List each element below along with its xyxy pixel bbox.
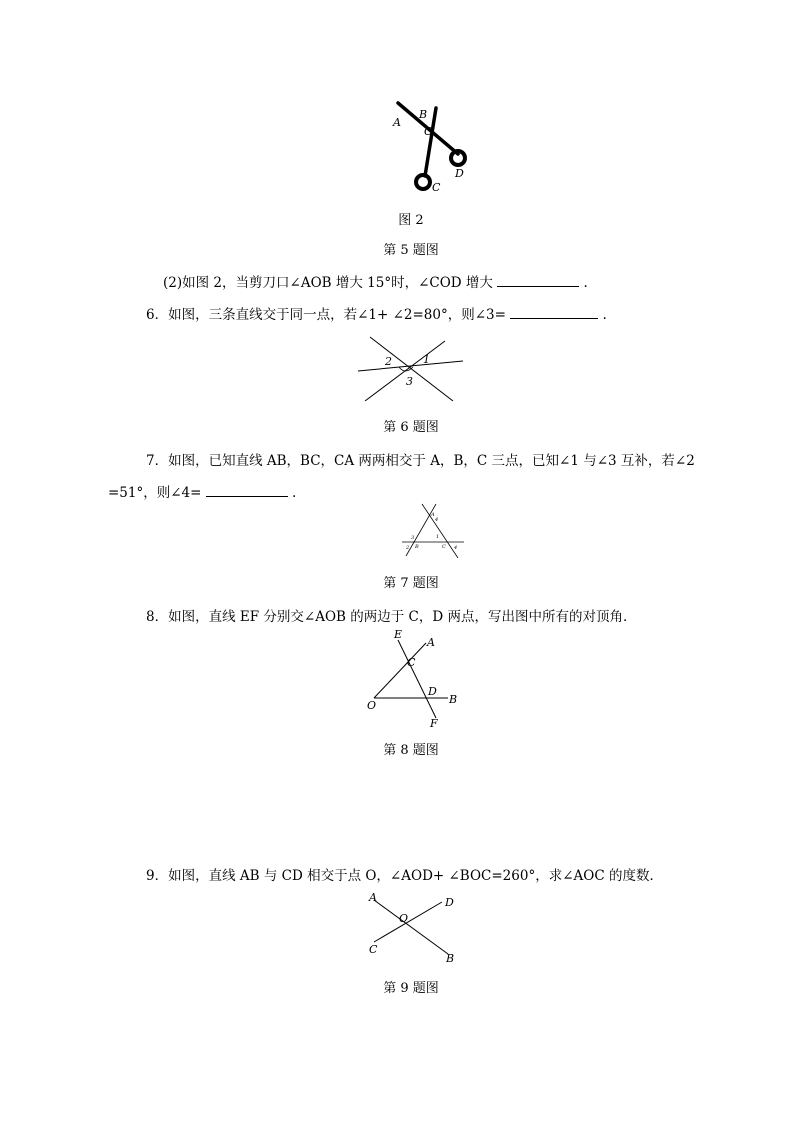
angle-2-label: 2 xyxy=(385,355,392,368)
label-f: F xyxy=(430,717,438,730)
label-c: C xyxy=(369,943,378,956)
label-d: D xyxy=(428,685,437,698)
question-7-end: . xyxy=(292,485,297,501)
label-a: A xyxy=(427,636,435,649)
triangle-lines-figure xyxy=(398,502,466,558)
figure-7-caption: 第 7 题图 xyxy=(383,576,439,591)
question-9: 9．如图，直线 AB 与 CD 相交于点 O，∠AOD+ ∠BOC=260°，求∠AOC 的度数． xyxy=(146,868,663,884)
fig7-label-3: 3 xyxy=(411,535,415,541)
label-c: C xyxy=(432,181,441,194)
fig7-label-b: B xyxy=(415,544,419,550)
question-5-2 xyxy=(163,271,588,291)
fig7-label-c: C xyxy=(442,544,446,550)
fig7-label-1: 1 xyxy=(436,534,440,540)
label-b: B xyxy=(419,108,428,121)
angle-3-label: 3 xyxy=(406,375,413,388)
question-6-end: . xyxy=(602,307,607,323)
three-lines-figure xyxy=(355,333,465,401)
figure-6-caption: 第 6 题图 xyxy=(383,420,439,435)
label-a: A xyxy=(393,116,401,129)
label-a: A xyxy=(369,891,377,904)
question-5-2-end: . xyxy=(583,275,588,291)
question-7-line1: 7．如图，已知直线 AB，BC，CA 两两相交于 A，B，C 三点，已知∠1 与∠3 互补，若∠2 xyxy=(146,453,695,469)
answer-blank-7[interactable] xyxy=(206,484,288,497)
figure-2-caption: 图 2 xyxy=(398,213,424,228)
angle-1-label: 1 xyxy=(423,353,430,366)
label-c: C xyxy=(407,656,416,669)
angle-aob-figure xyxy=(362,626,464,730)
label-e: E xyxy=(394,628,403,641)
label-o: O xyxy=(399,912,409,925)
question-5-2-text: (2)如图 2，当剪刀口∠AOB 增大 15°时，∠COD 增大 xyxy=(163,275,493,291)
label-b: B xyxy=(446,952,455,965)
label-d: D xyxy=(455,167,464,180)
question-7-line2 xyxy=(108,481,296,501)
figure-5-caption: 第 5 题图 xyxy=(383,243,439,258)
fig7-label-a: A xyxy=(431,512,435,518)
intersecting-lines-figure xyxy=(364,890,460,966)
fig7-label-2: 2 xyxy=(406,545,410,551)
label-d: D xyxy=(445,896,454,909)
fig7-label-4b: 4 xyxy=(435,517,439,523)
question-7-line2-text: =51°，则∠4= xyxy=(108,485,202,501)
label-b: B xyxy=(449,693,458,706)
scissors-figure xyxy=(380,98,480,198)
question-6 xyxy=(146,303,607,323)
answer-blank-6[interactable] xyxy=(510,306,598,319)
fig7-label-4: 4 xyxy=(454,545,458,551)
label-o: O xyxy=(424,125,434,138)
figure-8-caption: 第 8 题图 xyxy=(383,743,439,758)
answer-blank-5[interactable] xyxy=(497,274,579,287)
question-6-text: 6．如图，三条直线交于同一点，若∠1+ ∠2=80°，则∠3= xyxy=(146,307,506,323)
figure-9-caption: 第 9 题图 xyxy=(383,981,439,996)
question-8: 8．如图，直线 EF 分别交∠AOB 的两边于 C，D 两点，写出图中所有的对顶角． xyxy=(146,609,637,625)
label-o: O xyxy=(367,699,377,712)
